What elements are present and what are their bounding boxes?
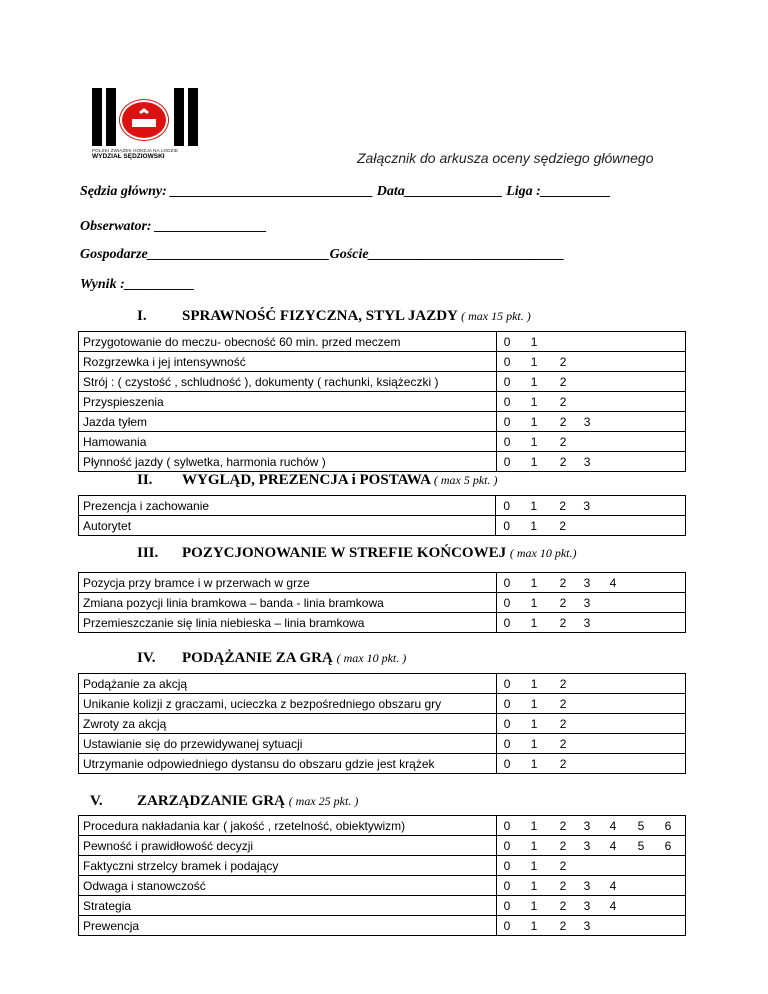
criterion-row <box>79 836 686 856</box>
section-3-table <box>78 572 686 633</box>
score-option-1[interactable]: 1 <box>530 676 538 691</box>
criterion-row <box>79 593 686 613</box>
score-option-1[interactable]: 1 <box>530 334 538 349</box>
criterion-label: Prewencja <box>79 916 497 936</box>
score-option-2[interactable]: 2 <box>559 595 567 610</box>
field-gospodarze-goscie[interactable]: Gospodarze__________________________Goście____________________________ <box>80 247 565 262</box>
score-option-1[interactable]: 1 <box>530 918 538 933</box>
score-cell <box>496 714 685 734</box>
score-option-1[interactable]: 1 <box>530 434 538 449</box>
score-option-3[interactable]: 3 <box>583 595 591 610</box>
criterion-label: Unikanie kolizji z graczami, ucieczka z bezpośredniego obszaru gry <box>79 694 497 714</box>
score-option-6[interactable]: 6 <box>664 838 672 853</box>
score-option-2[interactable]: 2 <box>559 394 567 409</box>
score-option-2[interactable]: 2 <box>559 498 567 513</box>
score-cell <box>496 613 685 633</box>
score-option-1[interactable]: 1 <box>530 838 538 853</box>
score-cell <box>496 392 685 412</box>
criterion-label: Autorytet <box>79 516 496 536</box>
section-2-table <box>78 495 686 536</box>
score-option-0[interactable]: 0 <box>503 858 511 873</box>
criterion-row <box>79 452 686 472</box>
score-option-1[interactable]: 1 <box>530 716 538 731</box>
score-option-0[interactable]: 0 <box>503 878 511 893</box>
section-4-max: ( max 10 pkt. ) <box>336 651 407 665</box>
score-cell <box>496 496 686 516</box>
criterion-label: Prezencja i zachowanie <box>79 496 496 516</box>
score-cell <box>496 452 685 472</box>
section-1-max: ( max 15 pkt. ) <box>461 309 531 323</box>
section-1-title: SPRAWNOŚĆ FIZYCZNA, STYL JAZDY <box>182 308 458 324</box>
score-option-2[interactable]: 2 <box>559 878 567 893</box>
criterion-row <box>79 694 686 714</box>
criterion-label: Zmiana pozycji linia bramkowa – banda - linia bramkowa <box>79 593 497 613</box>
score-option-0[interactable]: 0 <box>503 716 511 731</box>
score-cell <box>496 896 685 916</box>
score-option-4[interactable]: 4 <box>609 818 617 833</box>
score-option-3[interactable]: 3 <box>583 898 591 913</box>
score-option-2[interactable]: 2 <box>559 518 567 533</box>
score-cell <box>496 516 686 536</box>
score-cell <box>496 332 685 352</box>
score-option-2[interactable]: 2 <box>559 736 567 751</box>
field-obserwator[interactable]: Obserwator: ________________ <box>80 219 268 234</box>
criterion-row <box>79 916 686 936</box>
criterion-label: Faktyczni strzelcy bramek i podający <box>79 856 497 876</box>
section-2-title: WYGLĄD, PREZENCJA i POSTAWA <box>182 472 431 488</box>
score-option-3[interactable]: 3 <box>583 918 591 933</box>
section-2-heading <box>182 472 498 489</box>
criterion-row <box>79 573 686 593</box>
score-option-3[interactable]: 3 <box>583 818 591 833</box>
criterion-label: Przyspieszenia <box>79 392 497 412</box>
score-option-0[interactable]: 0 <box>503 434 511 449</box>
score-option-0[interactable]: 0 <box>503 838 511 853</box>
score-option-2[interactable]: 2 <box>559 354 567 369</box>
score-option-5[interactable]: 5 <box>637 838 645 853</box>
score-option-2[interactable]: 2 <box>559 575 567 590</box>
score-cell <box>496 593 685 613</box>
score-option-0[interactable]: 0 <box>503 498 511 513</box>
score-option-0[interactable]: 0 <box>503 374 511 389</box>
score-option-6[interactable]: 6 <box>664 818 672 833</box>
score-option-2[interactable]: 2 <box>559 414 567 429</box>
score-option-1[interactable]: 1 <box>530 818 538 833</box>
section-4-number: IV. <box>137 650 156 666</box>
score-cell <box>496 352 685 372</box>
section-3-max: ( max 10 pkt.) <box>509 546 577 560</box>
criterion-label: Przemieszczanie się linia niebieska – linia bramkowa <box>79 613 497 633</box>
score-option-4[interactable]: 4 <box>609 575 617 590</box>
criterion-row <box>79 734 686 754</box>
logo-text-federation: POLSKI ZWIĄZEK HOKEJA NA LODZIE <box>92 148 179 153</box>
score-option-2[interactable]: 2 <box>559 838 567 853</box>
score-option-2[interactable]: 2 <box>559 756 567 771</box>
criterion-row <box>79 372 686 392</box>
criterion-label: Utrzymanie odpowiedniego dystansu do obszaru gdzie jest krążek <box>79 754 497 774</box>
section-2-number: II. <box>137 472 153 488</box>
criterion-label: Podążanie za akcją <box>79 674 497 694</box>
score-option-5[interactable]: 5 <box>637 818 645 833</box>
score-option-0[interactable]: 0 <box>503 696 511 711</box>
score-option-1[interactable]: 1 <box>530 595 538 610</box>
score-option-4[interactable]: 4 <box>609 898 617 913</box>
attachment-title: Załącznik do arkusza oceny sędziego głównego <box>357 150 654 166</box>
score-option-1[interactable]: 1 <box>530 414 538 429</box>
section-5-number: V. <box>90 793 103 809</box>
score-option-1[interactable]: 1 <box>530 518 538 533</box>
score-option-1[interactable]: 1 <box>530 878 538 893</box>
score-option-0[interactable]: 0 <box>503 818 511 833</box>
score-option-0[interactable]: 0 <box>503 918 511 933</box>
field-wynik[interactable]: Wynik :__________ <box>80 277 195 292</box>
logo-text-department: WYDZIAŁ SĘDZIOWSKI <box>92 153 165 160</box>
criterion-row <box>79 352 686 372</box>
criterion-row <box>79 613 686 633</box>
score-option-2[interactable]: 2 <box>559 716 567 731</box>
section-5-table <box>78 815 686 936</box>
criterion-label: Pewność i prawidłowość decyzji <box>79 836 497 856</box>
score-option-0[interactable]: 0 <box>503 898 511 913</box>
section-1-table <box>78 331 686 472</box>
score-option-0[interactable]: 0 <box>503 518 511 533</box>
criterion-label: Rozgrzewka i jej intensywność <box>79 352 497 372</box>
score-option-0[interactable]: 0 <box>503 676 511 691</box>
criterion-row <box>79 674 686 694</box>
score-option-2[interactable]: 2 <box>559 676 567 691</box>
criterion-row <box>79 392 686 412</box>
section-2-max: ( max 5 pkt. ) <box>433 473 498 487</box>
score-option-1[interactable]: 1 <box>530 736 538 751</box>
score-cell <box>496 916 685 936</box>
score-cell <box>496 836 685 856</box>
score-option-0[interactable]: 0 <box>503 615 511 630</box>
score-option-3[interactable]: 3 <box>583 878 591 893</box>
score-cell <box>496 754 685 774</box>
score-option-4[interactable]: 4 <box>609 878 617 893</box>
criterion-row <box>79 516 686 536</box>
score-option-3[interactable]: 3 <box>583 575 591 590</box>
section-3-heading <box>182 545 577 562</box>
score-cell <box>496 876 685 896</box>
criterion-row <box>79 856 686 876</box>
score-option-0[interactable]: 0 <box>503 414 511 429</box>
section-3-title: POZYCJONOWANIE W STREFIE KOŃCOWEJ <box>182 545 507 561</box>
score-option-1[interactable]: 1 <box>530 354 538 369</box>
score-cell <box>496 573 685 593</box>
section-5-title: ZARZĄDZANIE GRĄ <box>137 793 285 809</box>
score-option-2[interactable]: 2 <box>559 615 567 630</box>
section-1-number: I. <box>137 308 147 324</box>
score-option-2[interactable]: 2 <box>559 454 567 469</box>
criterion-row <box>79 896 686 916</box>
criterion-row <box>79 332 686 352</box>
section-4-heading <box>182 650 406 667</box>
criterion-label: Strój : ( czystość , schludność ), dokumenty ( rachunki, książeczki ) <box>79 372 497 392</box>
score-option-1[interactable]: 1 <box>530 858 538 873</box>
score-option-0[interactable]: 0 <box>503 354 511 369</box>
emblem-icon <box>120 100 168 140</box>
criterion-label: Hamowania <box>79 432 497 452</box>
score-option-2[interactable]: 2 <box>559 858 567 873</box>
score-option-1[interactable]: 1 <box>530 898 538 913</box>
score-option-0[interactable]: 0 <box>503 394 511 409</box>
criterion-label: Przygotowanie do meczu- obecność 60 min. przed meczem <box>79 332 497 352</box>
field-sedzia-data-liga[interactable]: Sędzia główny: _____________________________ Data______________ Liga :__________ <box>80 184 611 199</box>
score-option-0[interactable]: 0 <box>503 454 511 469</box>
score-option-3[interactable]: 3 <box>583 498 591 513</box>
criterion-row <box>79 714 686 734</box>
criterion-label: Procedura nakładania kar ( jakość , rzetelność, obiektywizm) <box>79 816 497 836</box>
score-cell <box>496 674 685 694</box>
score-option-2[interactable]: 2 <box>559 434 567 449</box>
criterion-label: Ustawianie się do przewidywanej sytuacji <box>79 734 497 754</box>
criterion-label: Odwaga i stanowczość <box>79 876 497 896</box>
score-option-0[interactable]: 0 <box>503 595 511 610</box>
score-cell <box>496 694 685 714</box>
score-cell <box>496 412 685 432</box>
criterion-row <box>79 816 686 836</box>
score-option-2[interactable]: 2 <box>559 918 567 933</box>
score-cell <box>496 734 685 754</box>
section-3-number: III. <box>137 545 159 561</box>
score-option-2[interactable]: 2 <box>559 898 567 913</box>
score-option-3[interactable]: 3 <box>583 838 591 853</box>
section-4-title: PODĄŻANIE ZA GRĄ <box>182 650 333 666</box>
score-option-3[interactable]: 3 <box>583 454 591 469</box>
score-option-1[interactable]: 1 <box>530 454 538 469</box>
score-cell <box>496 856 685 876</box>
criterion-row <box>79 876 686 896</box>
score-option-1[interactable]: 1 <box>530 756 538 771</box>
criterion-row <box>79 412 686 432</box>
section-5-heading <box>137 793 358 810</box>
score-option-0[interactable]: 0 <box>503 756 511 771</box>
score-option-3[interactable]: 3 <box>583 414 591 429</box>
score-option-0[interactable]: 0 <box>503 736 511 751</box>
criterion-label: Płynność jazdy ( sylwetka, harmonia ruchów ) <box>79 452 497 472</box>
section-4-table <box>78 673 686 774</box>
score-option-2[interactable]: 2 <box>559 696 567 711</box>
criterion-label: Strategia <box>79 896 497 916</box>
score-option-0[interactable]: 0 <box>503 334 511 349</box>
score-cell <box>496 372 685 392</box>
score-option-1[interactable]: 1 <box>530 394 538 409</box>
score-cell <box>496 816 685 836</box>
criterion-label: Jazda tyłem <box>79 412 497 432</box>
pzhl-logo <box>92 88 198 160</box>
section-1-heading <box>182 308 531 325</box>
score-option-1[interactable]: 1 <box>530 374 538 389</box>
criterion-label: Pozycja przy bramce i w przerwach w grze <box>79 573 497 593</box>
score-option-1[interactable]: 1 <box>530 615 538 630</box>
score-option-4[interactable]: 4 <box>609 838 617 853</box>
score-option-2[interactable]: 2 <box>559 818 567 833</box>
section-5-max: ( max 25 pkt. ) <box>288 794 359 808</box>
score-option-3[interactable]: 3 <box>583 615 591 630</box>
score-option-1[interactable]: 1 <box>530 696 538 711</box>
score-option-1[interactable]: 1 <box>530 575 538 590</box>
criterion-row <box>79 432 686 452</box>
criterion-row <box>79 496 686 516</box>
score-option-1[interactable]: 1 <box>530 498 538 513</box>
criterion-row <box>79 754 686 774</box>
criterion-label: Zwroty za akcją <box>79 714 497 734</box>
score-option-0[interactable]: 0 <box>503 575 511 590</box>
score-option-2[interactable]: 2 <box>559 374 567 389</box>
score-cell <box>496 432 685 452</box>
